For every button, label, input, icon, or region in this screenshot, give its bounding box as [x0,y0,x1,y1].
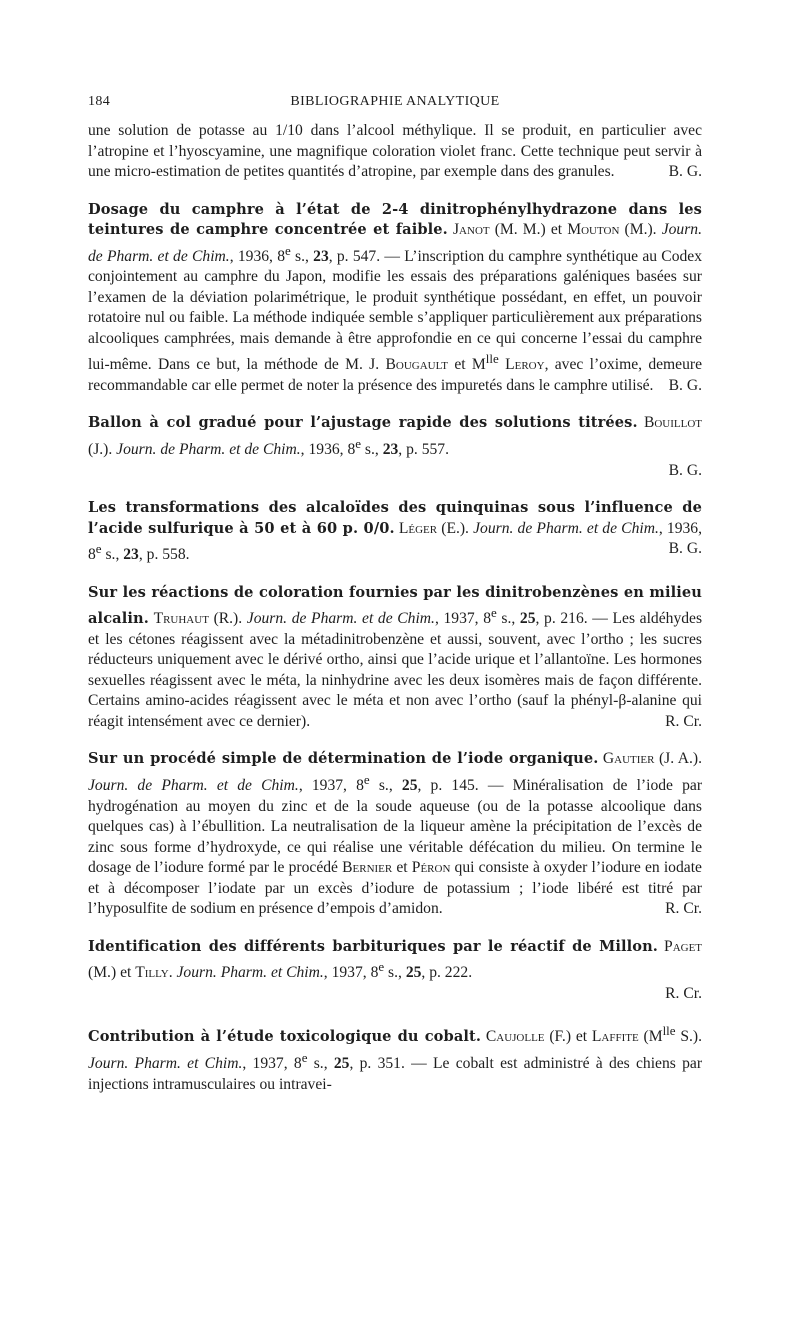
citation-page: , p. 547. — [328,247,400,265]
citation-page: , p. 216. — [535,610,608,628]
author-name: Bouillot [643,414,702,432]
citation-page: , p. 145. — [417,777,504,795]
cited-title-sup: lle [485,351,499,367]
entry-barbituriques [88,937,702,1005]
entry-body-continued: , avec l’oxime, demeure recommandable car elle permet de noter la présence des impuretés dans le camphre utilisé. [88,356,702,394]
citation-series-sup: e [491,605,497,621]
author-initials: (E.). [441,519,469,537]
citation-series: s., [496,610,520,628]
journal-name: Journ. de Pharm. et de Chim. [88,221,702,265]
entry-body: Le cobalt est administré à des chiens par injections intramusculaires ou intravei- [88,1055,703,1093]
author-title-sup: lle [662,1023,676,1039]
signature: B. G. [668,376,702,394]
signature: R. Cr. [665,984,702,1002]
author-title: (M [643,1028,663,1046]
author-initials: (M.). [624,221,657,238]
author-name: Tilly. [135,964,173,982]
author-name: Caujolle [485,1028,545,1046]
author-initials: (M.) [88,964,117,982]
conjunction: et [550,221,563,238]
page [88,92,702,1112]
citation-page: , p. 351. — [349,1055,427,1073]
citation-series: s., [369,777,402,795]
conjunction: et [575,1028,588,1046]
signature: B. G. [668,163,702,180]
author-initials: (F.) [549,1028,572,1046]
running-title: BIBLIOGRAPHIE ANALYTIQUE [290,94,500,109]
entry-title: Identification des différents barbituriques par le réactif de Millon. [88,937,658,955]
citation-series: s., [307,1055,334,1073]
author-initials: (R.). [213,610,243,628]
author-initials: (J.). [88,441,113,459]
author-name: Truhaut [153,610,209,628]
citation-year: , 1937, 8 [434,610,491,628]
journal-name: Journ. de Pharm. et de Chim. [88,777,299,795]
cited-joiner: et M [454,356,486,374]
entry-camphre [88,200,702,397]
citation-series: s., [101,546,124,564]
author-name: Janot [452,221,490,238]
entry-title: Les transformations des alcaloïdes des quinquinas sous l’influence de l’acide sulfurique à 50 et à 60 p. 0/0. [88,499,702,537]
entry-cobalt [88,1021,702,1095]
citation-series-sup: e [285,242,291,258]
entry-quinquinas [88,498,702,566]
cited-joiner: et [396,859,408,877]
conjunction: et [120,964,132,982]
author-name: Gautier [602,750,655,768]
citation-page: , p. 222. [421,964,473,982]
citation-volume: 25 [405,964,422,982]
signature: R. Cr. [665,900,702,918]
citation-volume: 25 [333,1055,350,1073]
citation-series: s., [361,441,383,459]
citation-series: s., [384,964,406,982]
author-initials: S.). [675,1028,703,1046]
citation-year: , 1937, 8 [298,777,364,795]
entry-title: Sur les réactions de coloration fournies par les dinitrobenzènes en milieu alcalin. [88,583,702,628]
citation-series-sup: e [378,959,385,975]
entry-iode-organique [88,749,702,919]
citation-page: , p. 558. [138,546,190,564]
journal-name: Journ. Pharm. et Chim. [176,964,324,982]
entry-title: Sur un procédé simple de détermination de l’iode organique. [88,750,599,768]
author-name: Léger [398,519,438,537]
running-header [88,92,702,116]
citation-series-sup: e [301,1050,308,1065]
entry-dinitrobenzenes [88,583,702,733]
citation-year: , 1936, 8 [300,441,356,459]
signature: B. G. [668,540,702,558]
journal-name: Journ. de Pharm. et de Chim. [473,519,659,537]
journal-name: Journ. de Pharm. et de Chim. [246,610,435,628]
entry-title: Dosage du camphre à l’état de 2-4 dinitrophénylhydrazone dans les teintures de camphre concentrée et faible. [88,200,702,238]
cited-author: Péron [411,859,451,877]
author-name: Mouton [567,221,620,238]
citation-year: , 1936, 8 [88,519,703,564]
entry-body: une solution de potasse au 1/10 dans l’alcool méthylique. Il se produit, en particulier avec l’atropine et l’hyoscyamine, une magnifique coloration violet franc. Cette technique peut servir à une micro-estimation de petites quantités d’atropine, par exemple dans des granules. [88,122,702,180]
author-initials: (M. M.) [494,221,546,238]
author-name: Laffite [591,1028,639,1046]
entry-title: Contribution à l’étude toxicologique du cobalt. [88,1028,482,1046]
signature: B. G. [668,461,702,479]
entry-body: Les aldéhydes et les cétones réagissent avec la métadinitrobenzène et aussi, souvent, avec l’ortho ; les sucres réducteurs uniquement avec le dérivé ortho, ainsi que l’acide urique et l’allantoïne. Les hormones sexuelles réagissent avec le méta, la ninhydrine avec les deux isomères mais de façon différente. Certains amino-acides réagissent avec le méta et non avec l’ortho (sauf la phényl-β-alanine qui réagit intensément avec ce dernier). [88,610,703,730]
cited-author: Bougault [385,356,449,374]
citation-volume: 23 [313,247,329,265]
signature: R. Cr. [665,712,702,730]
citation-series-sup: e [355,435,362,451]
citation-volume: 25 [519,610,536,628]
entry-title: Ballon à col gradué pour l’ajustage rapide des solutions titrées. [88,414,638,432]
citation-series: s., [290,247,314,265]
author-name: Paget [664,937,703,955]
page-number: 184 [88,94,111,109]
citation-series-sup: e [363,771,370,787]
citation-series-sup: e [95,541,102,557]
entry-body: L’inscription du camphre synthétique au Codex conjointement au camphre du Japon, modifie les essais des préparations galéniques basées sur l’examen de la déviation polarimétrique, le produit synthétique possédant, en effet, un pouvoir rotatoire nul ou faible. La méthode indiquée semble s’appliquer particulièrement aux préparations alcooliques camphrées, mais demande à être approfondie en ce qui concerne l’essai du camphre lui-même. Dans ce but, la méthode de M. J. [88,247,703,374]
author-initials: (J. A.). [658,750,702,768]
entry-body-continued: qui consiste à oxyder l’iodure en iodate et à décomposer l’iodate par un excès d’iodure de potassium ; l’iode libéré est titré par l’hyposulfite de sodium en présence d’empois d’amidon. [88,859,702,918]
cited-author: Leroy [505,356,545,374]
citation-volume: 25 [401,777,418,795]
citation-volume: 23 [382,441,399,459]
citation-year: , 1937, 8 [242,1055,302,1073]
entry-atropine-continued [88,121,702,183]
citation-page: , p. 557. [398,441,449,459]
entry-ballon [88,413,702,481]
journal-name: Journ. Pharm. et Chim. [88,1055,243,1073]
citation-volume: 23 [123,546,139,564]
citation-year: , 1936, 8 [229,247,285,265]
cited-author: Bernier [342,859,393,877]
entry-body: Minéralisation de l’iode par hydrogénation au moyen du zinc et de la soude aqueuse (ou de la potasse alcoolique dans quelques cas) à l’ébullition. La neutralisation de la liqueur amène la précipitation de l’excès de zinc sous forme d’hydroxyde, ce qui réalise une véritable défécation du milieu. On termine le dosage de l’iodure formé par le procédé [88,777,703,877]
citation-year: , 1937, 8 [323,964,379,982]
journal-name: Journ. de Pharm. et de Chim. [116,441,301,459]
